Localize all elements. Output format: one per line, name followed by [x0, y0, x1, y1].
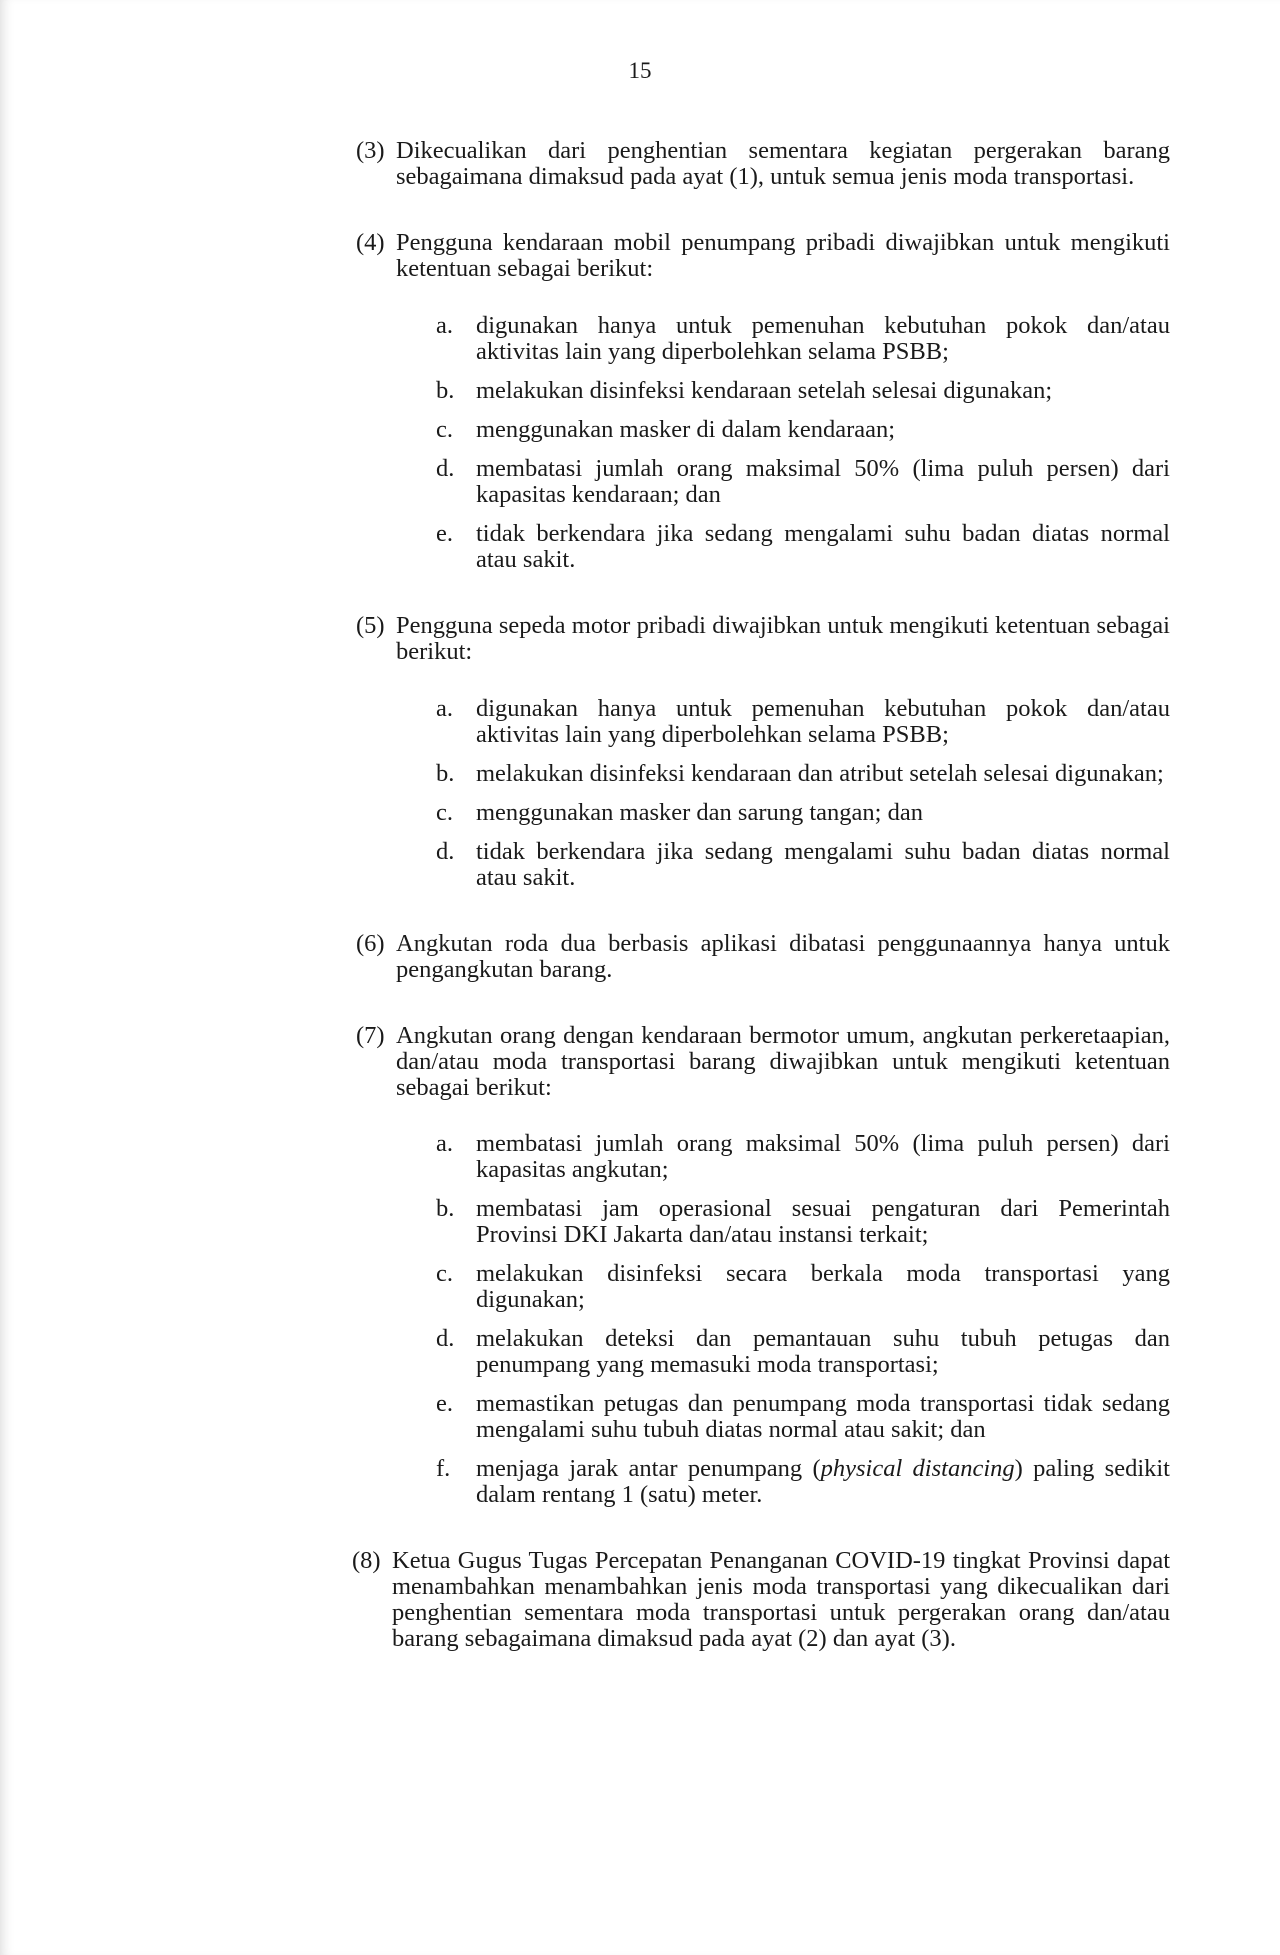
- list-item: [436, 1260, 1170, 1313]
- item-letter: c.: [436, 416, 453, 443]
- item-letter: a.: [436, 1130, 453, 1157]
- item-letter: d.: [436, 1325, 455, 1352]
- item-text: menggunakan masker di dalam kendaraan;: [476, 416, 896, 443]
- item-text: tidak berkendara jika sedang mengalami suhu badan diatas normal atau sakit.: [476, 520, 1170, 573]
- ayat-6: [356, 931, 1170, 983]
- list-item: [436, 455, 1170, 508]
- ayat-text: Dikecualikan dari penghentian sementara kegiatan pergerakan barang sebagaimana dimaksud pada ayat (1), untuk semua jenis moda transportasi.: [396, 137, 1170, 190]
- ayat-item-list: [396, 313, 1170, 573]
- ayat-text: Angkutan orang dengan kendaraan bermotor umum, angkutan perkeretaapian, dan/atau moda transportasi barang diwajibkan untuk mengikuti ketentuan sebagai berikut:: [396, 1022, 1170, 1101]
- ayat-number: (8): [352, 1547, 381, 1574]
- item-text-italic: physical distancing: [820, 1455, 1015, 1482]
- ayat-item-list: [396, 1131, 1170, 1508]
- item-letter: f.: [436, 1455, 451, 1482]
- ayat-number: (7): [356, 1022, 385, 1049]
- item-letter: b.: [436, 377, 455, 404]
- item-text: tidak berkendara jika sedang mengalami suhu badan diatas normal atau sakit.: [476, 838, 1170, 891]
- ayat-7: [356, 1023, 1170, 1508]
- item-text-before: menjaga jarak antar penumpang (: [476, 1455, 821, 1482]
- item-text: digunakan hanya untuk pemenuhan kebutuhan pokok dan/atau aktivitas lain yang diperbolehkan selama PSBB;: [476, 312, 1170, 365]
- item-text-after: ) paling sedikit dalam rentang 1 (satu) meter.: [476, 1455, 1170, 1508]
- item-text: melakukan disinfeksi kendaraan dan atribut setelah selesai digunakan;: [476, 760, 1164, 787]
- item-letter: c.: [436, 799, 453, 826]
- page-number: 15: [628, 58, 652, 83]
- list-item: [436, 760, 1170, 787]
- list-item: [436, 416, 1170, 443]
- list-item: [436, 1195, 1170, 1248]
- list-item: [436, 1390, 1170, 1443]
- item-letter: e.: [436, 520, 453, 547]
- list-item: [436, 838, 1170, 891]
- item-text: melakukan disinfeksi kendaraan setelah selesai digunakan;: [476, 377, 1053, 404]
- ayat-number: (4): [356, 229, 385, 256]
- item-text: membatasi jumlah orang maksimal 50% (lima puluh persen) dari kapasitas angkutan;: [476, 1130, 1170, 1183]
- list-item: [436, 520, 1170, 573]
- item-text: [476, 1456, 1170, 1508]
- ayat-text: Pengguna sepeda motor pribadi diwajibkan untuk mengikuti ketentuan sebagai berikut:: [396, 612, 1170, 665]
- list-item: [436, 377, 1170, 404]
- ayat-item-list: [396, 696, 1170, 891]
- document-body: [352, 137, 1170, 1692]
- item-letter: d.: [436, 838, 455, 865]
- item-text: melakukan deteksi dan pemantauan suhu tubuh petugas dan penumpang yang memasuki moda transportasi;: [476, 1325, 1170, 1378]
- list-item: [436, 1325, 1170, 1378]
- ayat-text: Angkutan roda dua berbasis aplikasi dibatasi penggunaannya hanya untuk pengangkutan barang.: [396, 930, 1170, 983]
- ayat-text: Ketua Gugus Tugas Percepatan Penanganan COVID-19 tingkat Provinsi dapat menambahkan menambahkan jenis moda transportasi yang dikecualikan dari penghentian sementara moda transportasi untuk pergerakan orang dan/atau barang sebagaimana dimaksud pada ayat (2) dan ayat (3).: [392, 1547, 1170, 1652]
- ayat-8: [352, 1547, 1170, 1652]
- item-letter: b.: [436, 760, 455, 787]
- ayat-text: Pengguna kendaraan mobil penumpang pribadi diwajibkan untuk mengikuti ketentuan sebagai berikut:: [396, 229, 1170, 282]
- list-item: [436, 1455, 1170, 1508]
- item-text: membatasi jam operasional sesuai pengaturan dari Pemerintah Provinsi DKI Jakarta dan/atau instansi terkait;: [476, 1195, 1170, 1248]
- item-text: digunakan hanya untuk pemenuhan kebutuhan pokok dan/atau aktivitas lain yang diperbolehkan selama PSBB;: [476, 695, 1170, 748]
- item-letter: c.: [436, 1260, 453, 1287]
- list-item: [436, 1130, 1170, 1183]
- ayat-number: (5): [356, 612, 385, 639]
- list-item: [436, 695, 1170, 748]
- item-letter: e.: [436, 1390, 453, 1417]
- list-item: [436, 799, 1170, 826]
- item-text: membatasi jumlah orang maksimal 50% (lima puluh persen) dari kapasitas kendaraan; dan: [476, 455, 1170, 508]
- ayat-number: (6): [356, 930, 385, 957]
- ayat-4: [356, 230, 1170, 573]
- item-letter: a.: [436, 695, 453, 722]
- item-letter: d.: [436, 455, 455, 482]
- ayat-5: [356, 613, 1170, 891]
- item-letter: a.: [436, 312, 453, 339]
- item-letter: b.: [436, 1195, 455, 1222]
- ayat-number: (3): [356, 137, 385, 164]
- ayat-3: [356, 138, 1170, 190]
- item-text: melakukan disinfeksi secara berkala moda transportasi yang digunakan;: [476, 1260, 1170, 1313]
- list-item: [436, 312, 1170, 365]
- item-text: menggunakan masker dan sarung tangan; dan: [476, 799, 923, 826]
- item-text: memastikan petugas dan penumpang moda transportasi tidak sedang mengalami suhu tubuh diatas normal atau sakit; dan: [476, 1390, 1170, 1443]
